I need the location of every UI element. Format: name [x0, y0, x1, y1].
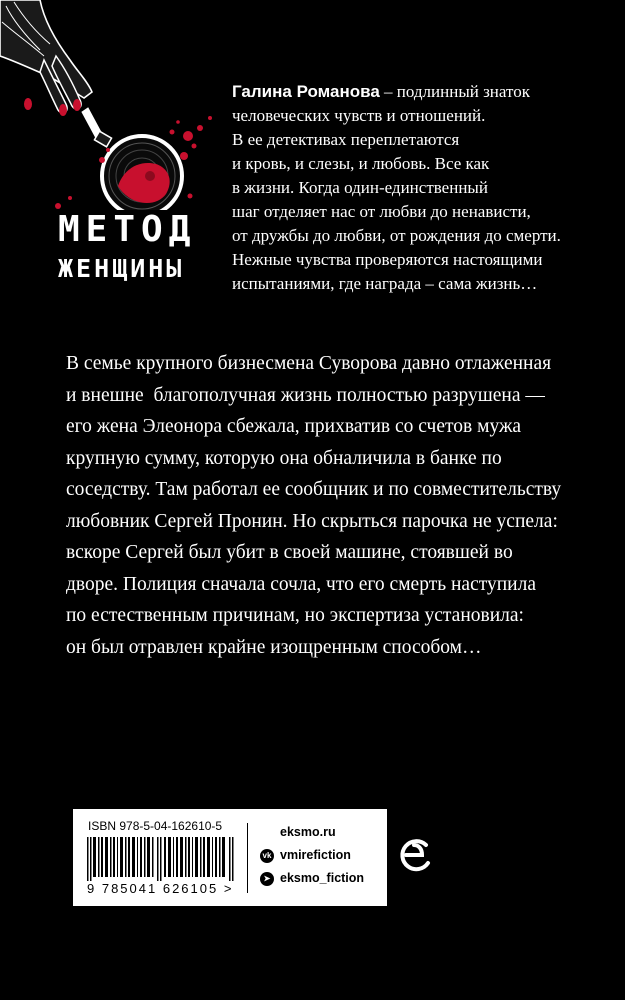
annotation-line: соседству. Там работал ее сообщник и по совместительству [66, 479, 562, 500]
author-blurb-line: испытаниями, где награда – сама жизнь… [232, 274, 538, 293]
annotation-line: его жена Элеонора сбежала, прихватив со счетов мужа [66, 416, 522, 437]
series-title-line1: МЕТОД [58, 209, 197, 250]
annotation-line: любовник Сергей Пронин. Но скрыться парочка не успела: [66, 510, 558, 532]
barcode-digits: 9 785041 626105 > [87, 881, 234, 896]
annotation-line: вскоре Сергей был убит в своей машине, стоявшей во [66, 542, 513, 563]
vk-link-row[interactable] [260, 844, 364, 867]
publisher-logo-icon [398, 833, 432, 877]
annotation-line: дворе. Полиция сначала сочла, что его смерть наступила [66, 573, 536, 595]
telegram-link-row[interactable] [260, 867, 364, 890]
publisher-links [260, 821, 364, 890]
series-logo [0, 0, 230, 300]
author-blurb-line: в жизни. Когда один-единственный [232, 178, 488, 197]
telegram-icon: ➤ [260, 872, 274, 886]
panel-divider [247, 823, 248, 893]
author-blurb-line: от дружбы до любви, от рождения до смерти. [232, 226, 561, 245]
annotation-line: по естественным причинам, но экспертиза установила: [66, 605, 524, 626]
author-blurb-line: Нежные чувства проверяются настоящими [232, 250, 543, 269]
telegram-link[interactable]: eksmo_fiction [280, 871, 365, 885]
author-blurb-line: В ее детективах переплетаются [232, 130, 460, 149]
author-name: Галина Романова [232, 82, 380, 101]
isbn-label: ISBN 978-5-04-162610-5 [88, 819, 223, 833]
barcode-panel [73, 809, 387, 906]
series-title-line2: ЖЕНЩИНЫ [58, 254, 185, 283]
annotation-line: В семье крупного бизнесмена Суворова давно отлаженная [66, 353, 552, 374]
vk-icon: vk [260, 849, 274, 863]
annotation-line: он был отравлен крайне изощренным способом… [66, 636, 482, 658]
series-title [58, 209, 228, 283]
author-blurb [232, 80, 612, 296]
site-link-row[interactable] [260, 821, 364, 844]
site-link[interactable]: eksmo.ru [280, 825, 336, 839]
vk-link[interactable]: vmirefiction [280, 848, 351, 862]
annotation-line: и внешне благополучная жизнь полностью разрушена — [66, 384, 545, 406]
author-blurb-line: шаг отделяет нас от любви до ненависти, [232, 202, 531, 221]
author-blurb-line: и кровь, и слезы, и любовь. Все как [232, 154, 490, 173]
author-blurb-line: человеческих чувств и отношений. [232, 106, 486, 125]
barcode-image [87, 837, 237, 881]
hand-magnifier-illustration [0, 0, 230, 210]
book-annotation [66, 348, 586, 663]
author-blurb-line: Галина Романова – подлинный знаток [232, 82, 530, 101]
annotation-line: крупную сумму, которую она обналичила в банке по [66, 447, 502, 469]
